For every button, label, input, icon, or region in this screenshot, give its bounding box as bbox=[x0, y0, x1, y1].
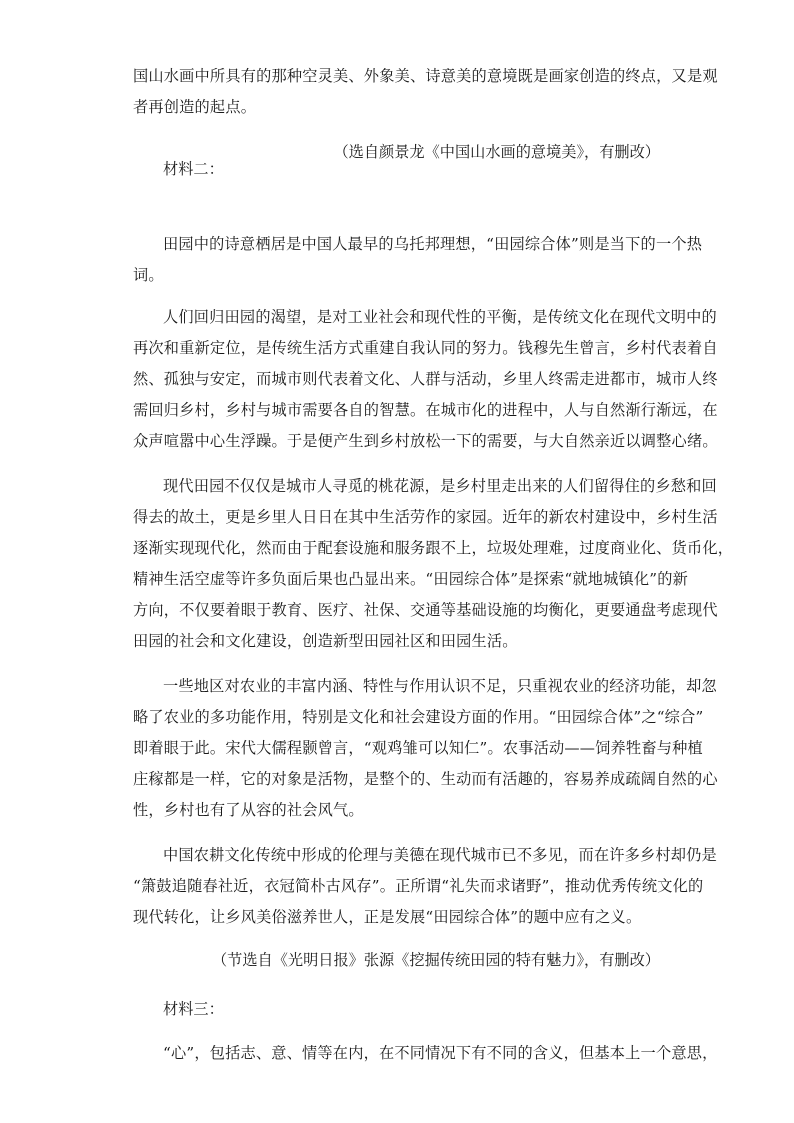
paragraph-6 bbox=[133, 840, 717, 933]
paragraph-line: 中国农耕文化传统中形成的伦理与美德在现代城市已不多见，而在许多乡村却仍是 bbox=[163, 846, 717, 864]
paragraph-line: 田园的社会和文化建设，创造新型田园社区和田园生活。 bbox=[133, 632, 518, 650]
paragraph-line: 方向，不仅要着眼于教育、医疗、社保、交通等基础设施的均衡化，更要通盘考虑现代 bbox=[133, 601, 718, 619]
paragraph-line: 即着眼于此。宋代大儒程颢曾言，“观鸡雏可以知仁”。农事活动——饲养牲畜与种植 bbox=[133, 739, 703, 757]
paragraph-line: 国山水画中所具有的那种空灵美、外象美、诗意美的意境既是画家创造的终点，又是观 bbox=[133, 67, 718, 85]
paragraph-line: “心”，包括志、意、情等在内，在不同情况下有不同的含义，但基本上一个意思， bbox=[163, 1044, 718, 1062]
paragraph-line: 众声喧嚣中心生浮躁。于是便产生到乡村放松一下的需要，与大自然亲近以调整心绪。 bbox=[133, 432, 718, 450]
paragraph-line: 逐渐实现现代化，然而由于配套设施和服务跟不上，垃圾处理难，过度商业化、货币化， bbox=[133, 539, 734, 557]
section-heading-material-3: 材料三： bbox=[163, 1000, 224, 1018]
paragraph-line: 庄稼都是一样，它的对象是活物，是整个的、生动而有活趣的，容易养成疏阔自然的心 bbox=[133, 770, 718, 788]
source-citation-1: （选自颜景龙《中国山水画的意境美》，有删改） bbox=[333, 143, 660, 161]
paragraph-line: 然、孤独与安定，而城市则代表着文化、人群与活动，乡里人终需走进都市，城市人终 bbox=[133, 370, 718, 388]
paragraph-line: 得去的故土，更是乡里人日日在其中生活劳作的家园。近年的新农村建设中，乡村生活 bbox=[133, 508, 718, 526]
paragraph-1 bbox=[133, 61, 718, 123]
paragraph-line: 词。 bbox=[133, 266, 164, 284]
paragraph-line: 现代转化，让乡风美俗滋养世人，正是发展“田园综合体”的题中应有之义。 bbox=[133, 908, 642, 926]
paragraph-7 bbox=[133, 1038, 718, 1069]
paragraph-line: 者再创造的起点。 bbox=[133, 98, 257, 116]
paragraph-line: 性，乡村也有了从容的社会风气。 bbox=[133, 801, 364, 819]
paragraph-4 bbox=[133, 471, 734, 657]
paragraph-2 bbox=[133, 229, 703, 291]
paragraph-line: 需回归乡村，乡村与城市需要各自的智慧。在城市化的进程中，人与自然渐行渐远，在 bbox=[133, 401, 718, 419]
paragraph-3 bbox=[133, 302, 718, 457]
paragraph-5 bbox=[133, 671, 718, 826]
section-heading-material-2: 材料二： bbox=[163, 160, 224, 178]
paragraph-line: 田园中的诗意栖居是中国人最早的乌托邦理想，“田园综合体”则是当下的一个热 bbox=[163, 235, 703, 253]
paragraph-line: 精神生活空虚等许多负面后果也凸显出来。“田园综合体”是探索“就地城镇化”的新 bbox=[133, 570, 689, 588]
source-citation-2: （节选自《光明日报》张源《挖掘传统田园的特有魅力》，有删改） bbox=[211, 951, 660, 969]
paragraph-line: 略了农业的多功能作用，特别是文化和社会建设方面的作用。“田园综合体”之“综合” bbox=[133, 708, 704, 726]
paragraph-line: 人们回归田园的渴望，是对工业社会和现代性的平衡，是传统文化在现代文明中的 bbox=[163, 308, 717, 326]
paragraph-line: “箫鼓追随春社近，衣冠简朴古风存”。正所谓“礼失而求诸野”，推动优秀传统文化的 bbox=[133, 877, 704, 895]
paragraph-line: 一些地区对农业的丰富内涵、特性与作用认识不足，只重视农业的经济功能，却忽 bbox=[163, 677, 717, 695]
paragraph-line: 再次和重新定位，是传统生活方式重建自我认同的努力。钱穆先生曾言，乡村代表着自 bbox=[133, 339, 718, 357]
paragraph-line: 现代田园不仅仅是城市人寻觅的桃花源，是乡村里走出来的人们留得住的乡愁和回 bbox=[163, 477, 717, 495]
